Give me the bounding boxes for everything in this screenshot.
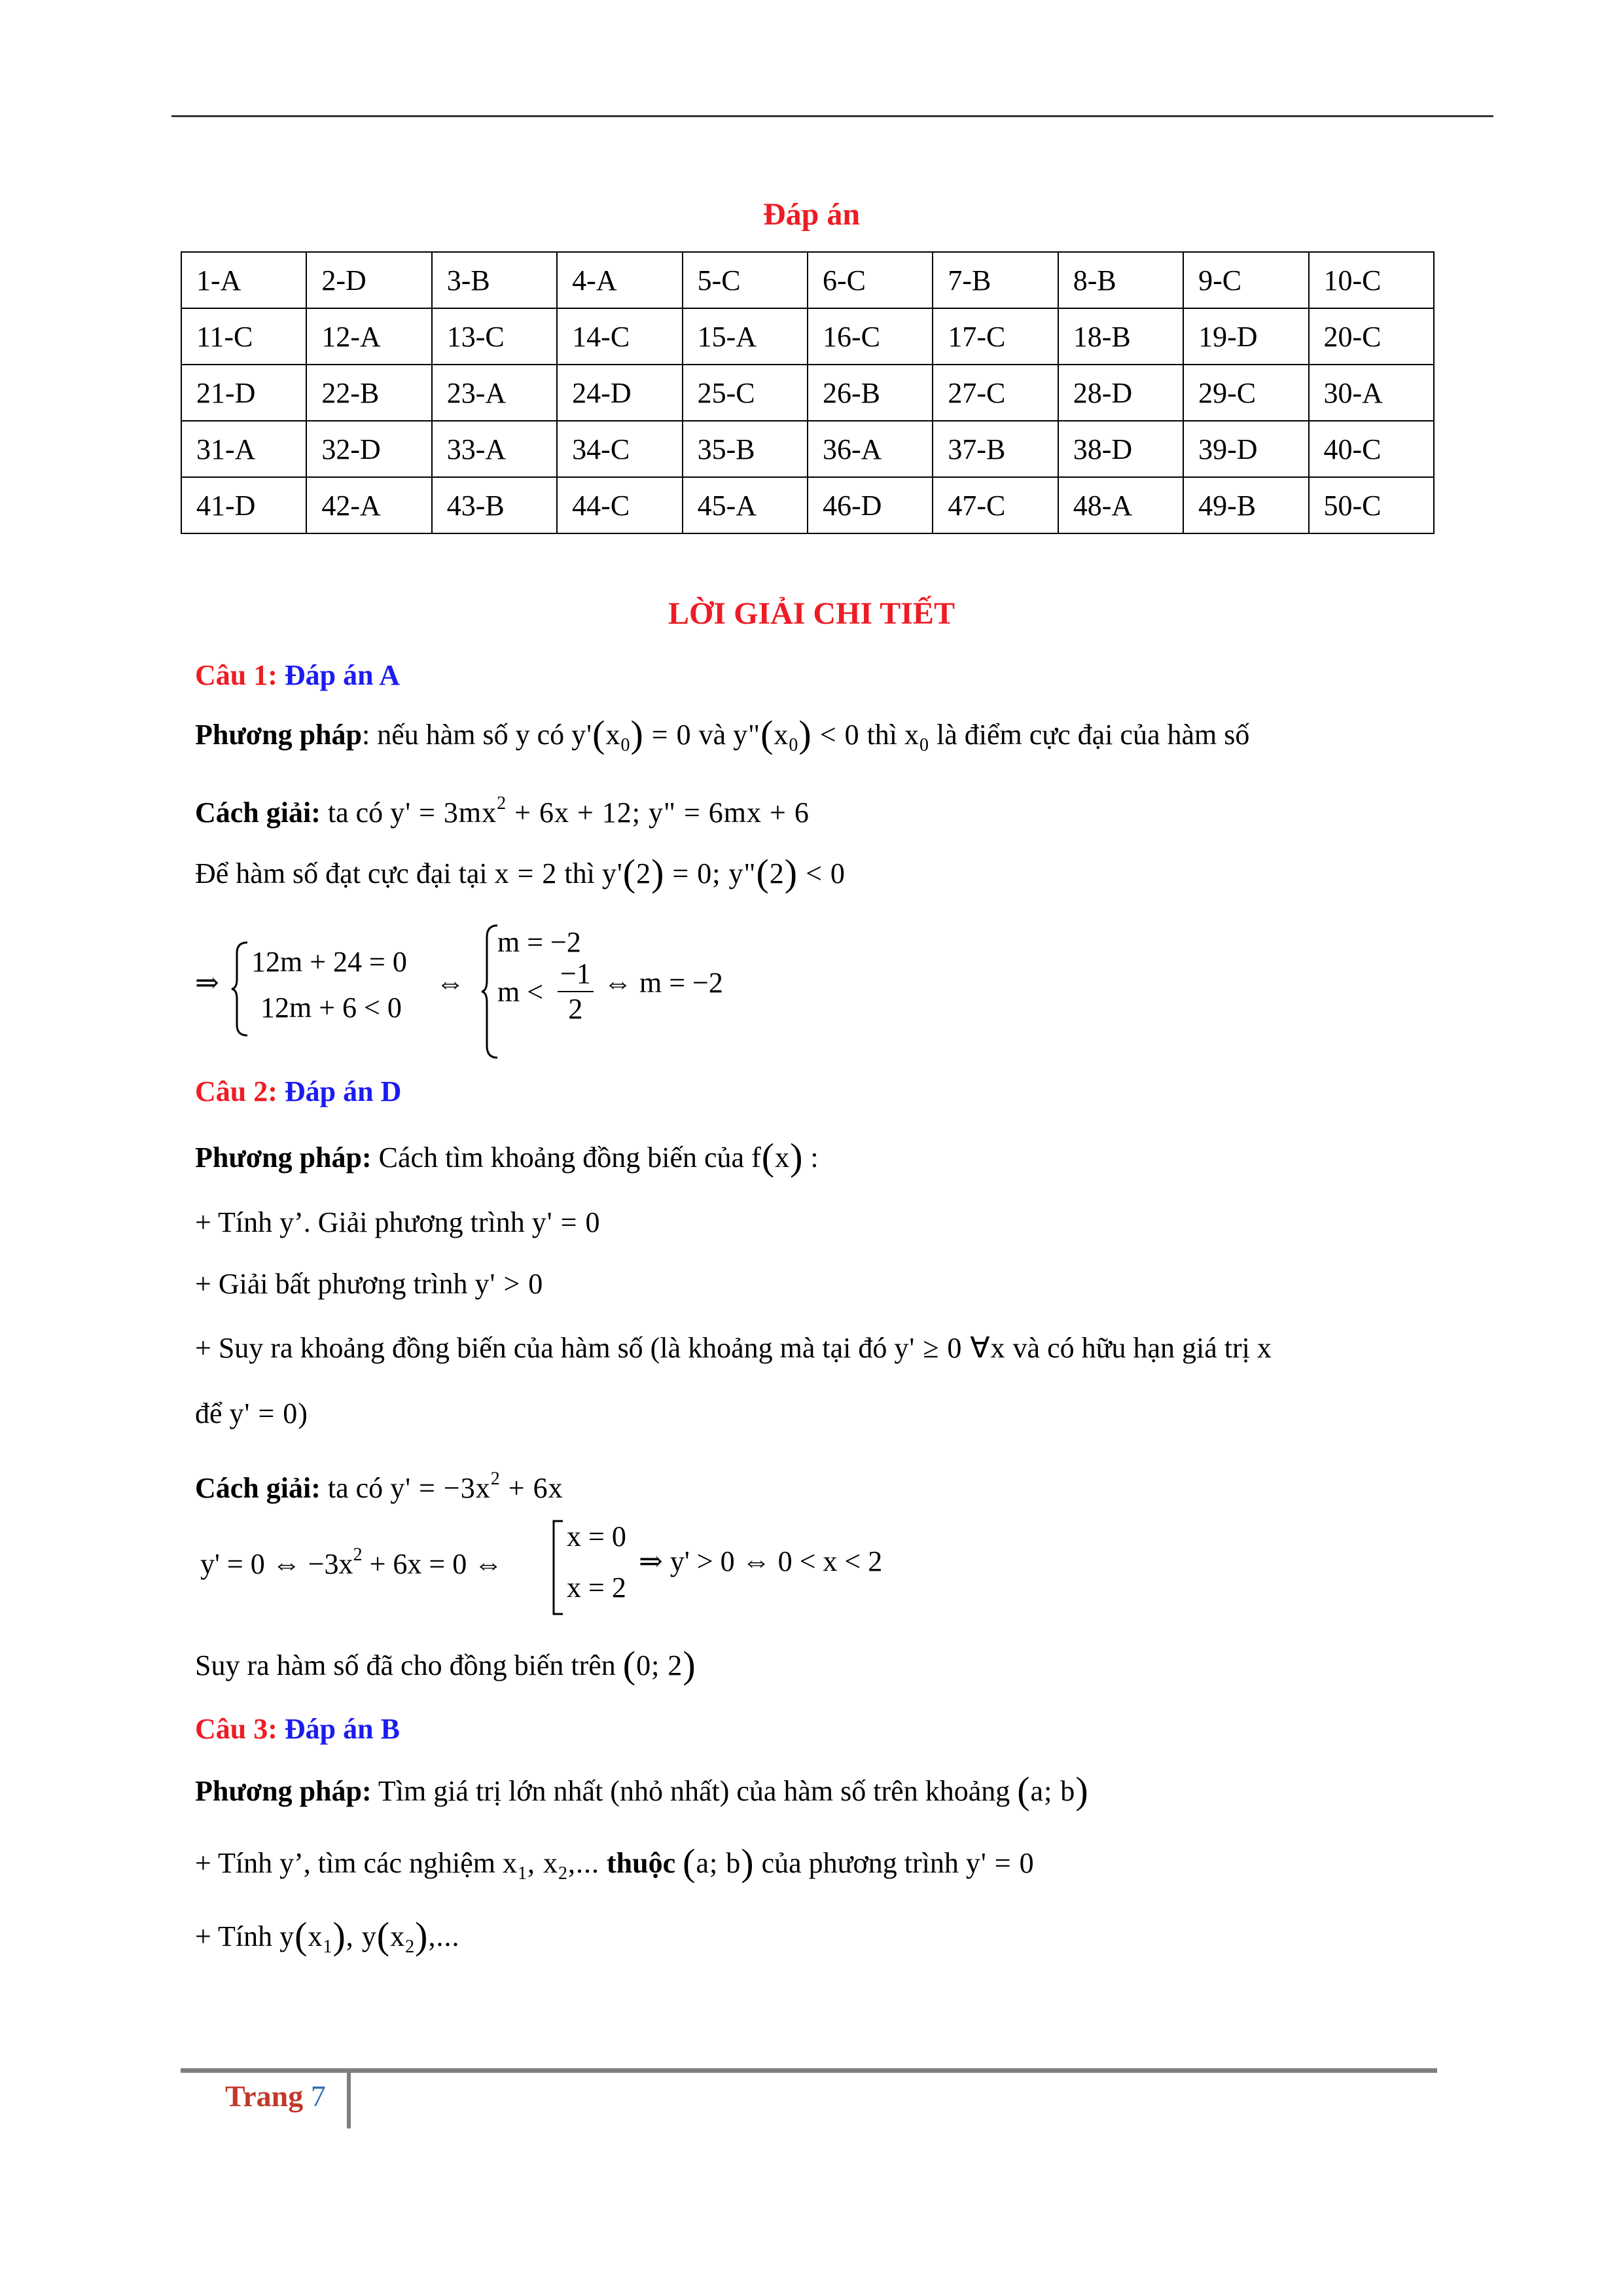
- answer-cell: 39-D: [1183, 421, 1308, 477]
- q2-root2: x = 2: [567, 1571, 626, 1604]
- q3-method: Phương pháp: Tìm giá trị lớn nhất (nhỏ nhất) của hàm số trên khoảng (a; b): [195, 1769, 1089, 1812]
- answer-key-title: Đáp án: [762, 197, 861, 232]
- answer-cell: 33-A: [432, 421, 557, 477]
- q1-eq1: 12m + 24 = 0: [251, 946, 407, 978]
- answer-cell: 44-C: [557, 477, 682, 533]
- page-number: 7: [310, 2079, 326, 2113]
- q1-condition: Để hàm số đạt cực đại tại x = 2 thì y'(2) = 0; y"(2) < 0: [195, 852, 846, 894]
- q2-result: ⇒ y' > 0 ⇔ 0 < x < 2: [639, 1545, 883, 1577]
- answer-cell: 5-C: [683, 252, 808, 308]
- answer-cell: 23-A: [432, 365, 557, 421]
- answer-cell: 46-D: [808, 477, 933, 533]
- q1-m-ineq: m <: [497, 976, 544, 1008]
- answer-cell: 20-C: [1309, 308, 1434, 365]
- answer-cell: 14-C: [557, 308, 682, 365]
- q2-step3: + Suy ra khoảng đồng biến của hàm số (là khoảng mà tại đó y' ≥ 0 ∀x và có hữu hạn giá trị x: [195, 1332, 1272, 1364]
- q3-step2: + Tính $y(x_1)$, $y(x_2)$,...: [195, 1914, 460, 1957]
- q3-step1: + Tính y’, tìm các nghiệm $x_1$, $x_2$,... thuộc (a; b) của phương trình y' = 0: [195, 1841, 1035, 1884]
- answer-cell: 8-B: [1058, 252, 1183, 308]
- q2-equation: y' = 0 ⇔ $-3x^2 + 6x = 0$ ⇔: [200, 1545, 503, 1580]
- q2-step1: + Tính y’. Giải phương trình y' = 0: [195, 1206, 601, 1238]
- q2-method: Phương pháp: Cách tìm khoảng đồng biến của f(x) :: [195, 1136, 819, 1178]
- answer-cell: 17-C: [933, 308, 1058, 365]
- answer-cell: 4-A: [557, 252, 682, 308]
- answer-cell: 22-B: [306, 365, 431, 421]
- answer-cell: 49-B: [1183, 477, 1308, 533]
- answer-cell: 36-A: [808, 421, 933, 477]
- q1-fraction: $\frac{-1}{2}$: [558, 957, 594, 1026]
- q2-step3-cont: để y' = 0): [195, 1397, 308, 1429]
- q1-method: Phương pháp: nếu hàm số y có $y'(x_0) = 0$ và $y"(x_0) < 0$ thì $x_0$ là điểm cực đại của hàm số: [195, 713, 1250, 755]
- q1-m-eq: m = −2: [497, 926, 581, 958]
- answer-cell: 1-A: [181, 252, 306, 308]
- q1-left-brace: [230, 940, 250, 1038]
- q2-heading: Câu 2: Đáp án D: [195, 1075, 402, 1107]
- equiv-symbol: ⇔: [436, 967, 465, 999]
- answer-cell: 47-C: [933, 477, 1058, 533]
- q2-conclusion: Suy ra hàm số đã cho đồng biến trên (0; 2): [195, 1643, 696, 1686]
- q1-heading: Câu 1: Đáp án A: [195, 659, 400, 691]
- answer-cell: 19-D: [1183, 308, 1308, 365]
- answer-cell: 12-A: [306, 308, 431, 365]
- footer-divider: [347, 2071, 351, 2128]
- answer-cell: 26-B: [808, 365, 933, 421]
- answer-row: [181, 477, 1434, 533]
- header-rule: [171, 115, 1493, 117]
- answer-cell: 37-B: [933, 421, 1058, 477]
- answer-cell: 27-C: [933, 365, 1058, 421]
- answer-row: [181, 365, 1434, 421]
- answer-row: [181, 421, 1434, 477]
- answer-cell: 18-B: [1058, 308, 1183, 365]
- answer-cell: 48-A: [1058, 477, 1183, 533]
- q2-solution: Cách giải: ta có $y' = -3x^2 + 6x$: [195, 1469, 563, 1504]
- page-footer: [225, 2079, 326, 2113]
- implies-symbol: ⇒: [195, 967, 219, 999]
- answer-key-table: [181, 251, 1435, 534]
- answer-cell: 32-D: [306, 421, 431, 477]
- answer-cell: 21-D: [181, 365, 306, 421]
- answer-cell: 2-D: [306, 252, 431, 308]
- answer-row: [181, 308, 1434, 365]
- q1-solution: Cách giải: ta có $y' = 3mx^2 + 6x + 12$; y" = 6mx + 6: [195, 793, 810, 829]
- q2-step2: + Giải bất phương trình y' > 0: [195, 1268, 544, 1300]
- answer-cell: 16-C: [808, 308, 933, 365]
- answer-cell: 31-A: [181, 421, 306, 477]
- answer-cell: 9-C: [1183, 252, 1308, 308]
- answer-cell: 41-D: [181, 477, 306, 533]
- answer-cell: 45-A: [683, 477, 808, 533]
- answer-cell: 13-C: [432, 308, 557, 365]
- answer-cell: 29-C: [1183, 365, 1308, 421]
- answer-cell: 7-B: [933, 252, 1058, 308]
- q2-bracket: [550, 1518, 565, 1617]
- solutions-title: LỜI GIẢI CHI TIẾT: [668, 596, 955, 631]
- answer-cell: 42-A: [306, 477, 431, 533]
- answer-cell: 38-D: [1058, 421, 1183, 477]
- answer-cell: 35-B: [683, 421, 808, 477]
- q1-result: ⇔ m = −2: [603, 967, 723, 999]
- answer-cell: 6-C: [808, 252, 933, 308]
- answer-cell: 24-D: [557, 365, 682, 421]
- answer-cell: 28-D: [1058, 365, 1183, 421]
- answer-cell: 34-C: [557, 421, 682, 477]
- footer-label: Trang: [225, 2079, 304, 2113]
- answer-cell: 25-C: [683, 365, 808, 421]
- answer-cell: 15-A: [683, 308, 808, 365]
- q1-eq2: 12m + 6 < 0: [260, 992, 402, 1024]
- answer-cell: 10-C: [1309, 252, 1434, 308]
- q3-heading: Câu 3: Đáp án B: [195, 1713, 400, 1745]
- answer-cell: 40-C: [1309, 421, 1434, 477]
- q2-root1: x = 0: [567, 1520, 626, 1552]
- answer-cell: 30-A: [1309, 365, 1434, 421]
- answer-cell: 11-C: [181, 308, 306, 365]
- answer-row: [181, 252, 1434, 308]
- answer-cell: 43-B: [432, 477, 557, 533]
- footer-rule: [181, 2068, 1437, 2073]
- answer-cell: 3-B: [432, 252, 557, 308]
- answer-cell: 50-C: [1309, 477, 1434, 533]
